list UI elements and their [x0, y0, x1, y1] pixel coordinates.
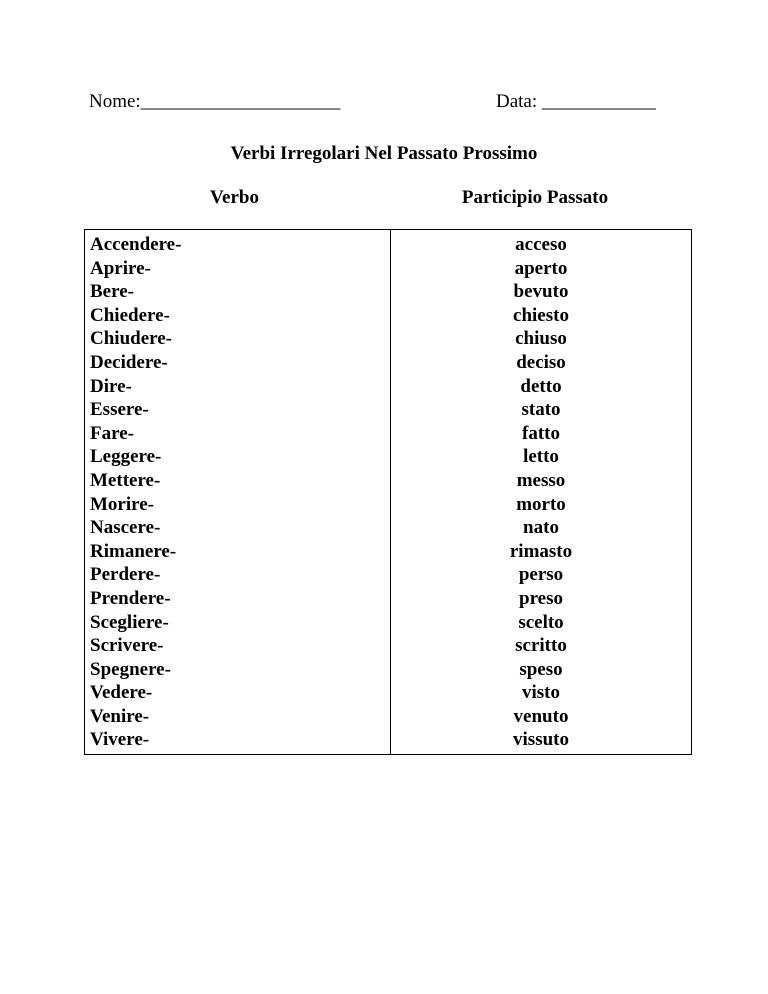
participle-cell: chiesto — [391, 304, 692, 328]
verb-cell: Chiudere- — [85, 327, 391, 351]
table-row — [85, 516, 692, 540]
participle-cell: chiuso — [391, 327, 692, 351]
verb-table-body — [85, 230, 692, 755]
table-row — [85, 422, 692, 446]
table-row — [85, 611, 692, 635]
page-title: Verbi Irregolari Nel Passato Prossimo — [230, 143, 538, 164]
verb-cell: Accendere- — [85, 230, 391, 257]
table-row — [85, 398, 692, 422]
verb-cell: Morire- — [85, 493, 391, 517]
participle-cell: rimasto — [391, 540, 692, 564]
verb-cell: Perdere- — [85, 563, 391, 587]
verb-cell: Scegliere- — [85, 611, 391, 635]
table-row — [85, 280, 692, 304]
verb-cell: Leggere- — [85, 445, 391, 469]
date-field-label: Data: ____________ — [496, 91, 656, 112]
verb-cell: Venire- — [85, 705, 391, 729]
participle-cell: scritto — [391, 634, 692, 658]
verb-cell: Rimanere- — [85, 540, 391, 564]
verb-cell: Dire- — [85, 375, 391, 399]
participle-cell: nato — [391, 516, 692, 540]
verb-cell: Essere- — [85, 398, 391, 422]
table-row — [85, 563, 692, 587]
participle-cell: perso — [391, 563, 692, 587]
participle-column-header: Participio Passato — [461, 187, 609, 208]
participle-cell: stato — [391, 398, 692, 422]
table-row — [85, 445, 692, 469]
table-row — [85, 587, 692, 611]
participle-cell: messo — [391, 469, 692, 493]
participle-cell: detto — [391, 375, 692, 399]
table-row — [85, 375, 692, 399]
participle-cell: morto — [391, 493, 692, 517]
table-row — [85, 257, 692, 281]
participle-cell: aperto — [391, 257, 692, 281]
table-row — [85, 681, 692, 705]
verb-cell: Bere- — [85, 280, 391, 304]
table-row — [85, 728, 692, 754]
verb-cell: Chiedere- — [85, 304, 391, 328]
verb-column-header: Verbo — [210, 187, 259, 208]
participle-cell: vissuto — [391, 728, 692, 754]
participle-cell: bevuto — [391, 280, 692, 304]
verb-cell: Decidere- — [85, 351, 391, 375]
verb-cell: Prendere- — [85, 587, 391, 611]
verb-table — [84, 229, 692, 755]
participle-cell: fatto — [391, 422, 692, 446]
participle-cell: visto — [391, 681, 692, 705]
verb-cell: Vedere- — [85, 681, 391, 705]
table-row — [85, 658, 692, 682]
participle-cell: speso — [391, 658, 692, 682]
table-row — [85, 705, 692, 729]
table-row — [85, 327, 692, 351]
participle-cell: acceso — [391, 230, 692, 257]
table-row — [85, 351, 692, 375]
verb-cell: Fare- — [85, 422, 391, 446]
verb-cell: Mettere- — [85, 469, 391, 493]
verb-cell: Aprire- — [85, 257, 391, 281]
participle-cell: deciso — [391, 351, 692, 375]
table-row — [85, 230, 692, 257]
table-row — [85, 634, 692, 658]
verb-cell: Spegnere- — [85, 658, 391, 682]
table-row — [85, 304, 692, 328]
verb-cell: Scrivere- — [85, 634, 391, 658]
name-field-label: Nome:_____________________ — [89, 91, 341, 112]
table-row — [85, 493, 692, 517]
table-row — [85, 540, 692, 564]
participle-cell: letto — [391, 445, 692, 469]
verb-cell: Vivere- — [85, 728, 391, 754]
participle-cell: preso — [391, 587, 692, 611]
participle-cell: scelto — [391, 611, 692, 635]
participle-cell: venuto — [391, 705, 692, 729]
table-row — [85, 469, 692, 493]
verb-cell: Nascere- — [85, 516, 391, 540]
